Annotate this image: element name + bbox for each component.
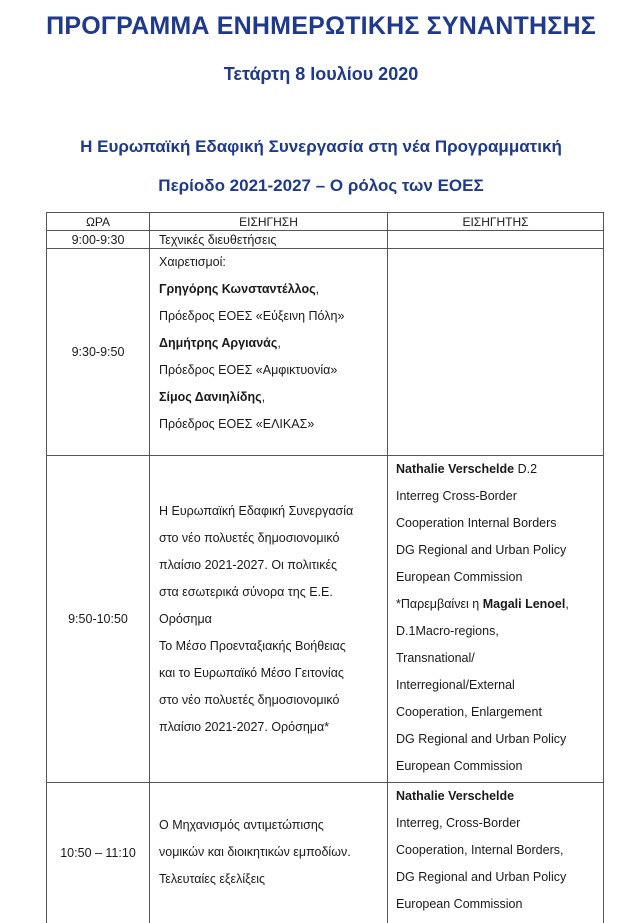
speaker-line: European Commission — [396, 570, 523, 584]
punctuation: , — [261, 390, 266, 404]
talk-line: Τεχνικές διευθετήσεις — [159, 232, 277, 247]
talk-line: Πρόεδρος ΕΟΕΣ «ΕΛΙΚΑΣ» — [159, 417, 315, 431]
speaker-line: Cooperation, Enlargement — [396, 705, 542, 719]
talk-line: στο νέο πολυετές δημοσιονομικό — [159, 692, 340, 707]
talk-line: πλαίσιο 2021-2027. Οι πολιτικές — [159, 557, 338, 572]
speaker-name: Σίμος Δανιηλίδης — [159, 390, 262, 404]
table-row — [47, 456, 604, 783]
document-title: ΠΡΟΓΡΑΜΜΑ ΕΝΗΜΕΡΩΤΙΚΗΣ ΣΥΝΑΝΤΗΣΗΣ — [46, 12, 596, 40]
table-row — [47, 249, 604, 456]
punctuation: , — [565, 597, 569, 611]
table-row — [47, 231, 604, 249]
punctuation: , — [315, 282, 320, 296]
time-cell: 9:00-9:30 — [47, 231, 150, 249]
time-cell: 9:30-9:50 — [47, 249, 150, 456]
speaker-cell — [388, 456, 604, 783]
talk-line: και το Ευρωπαϊκό Μέσο Γειτονίας — [159, 665, 344, 680]
speaker-name: Δημήτρης Αργιανάς — [159, 336, 278, 350]
speaker-line — [396, 591, 603, 618]
speaker-cell — [388, 231, 604, 249]
speaker-line — [396, 456, 603, 483]
talk-line: Η Ευρωπαϊκή Εδαφική Συνεργασία — [159, 503, 354, 518]
talk-cell — [150, 783, 388, 923]
talk-line: Ορόσημα — [159, 611, 212, 626]
punctuation: , — [277, 336, 281, 350]
speaker-line: DG Regional and Urban Policy — [396, 732, 567, 746]
time-cell: 10:50 – 11:10 — [47, 783, 150, 923]
speaker-line: Interregional/External — [396, 678, 515, 692]
talk-line — [159, 330, 387, 357]
talk-line: Ο Μηχανισμός αντιμετώπισης — [159, 818, 324, 833]
speaker-line: European Commission — [396, 759, 523, 773]
talk-line: Το Μέσο Προενταξιακής Βοήθειας — [159, 638, 346, 653]
time-cell: 9:50-10:50 — [47, 456, 150, 783]
speaker-line: European Commission — [396, 897, 523, 911]
speaker-line: DG Regional and Urban Policy — [396, 870, 567, 884]
talk-line: στο νέο πολυετές δημοσιονομικό — [159, 530, 340, 545]
talk-line: Πρόεδρος ΕΟΕΣ «Εύξεινη Πόλη» — [159, 309, 345, 323]
table-row — [47, 783, 604, 923]
speaker-name: Magali Lenoel — [482, 597, 566, 611]
speaker-name: Nathalie Verschelde — [396, 789, 515, 803]
talk-line: νομικών και διοικητικών εμποδίων. — [159, 845, 351, 860]
speaker-line: D.1Macro-regions, — [396, 624, 499, 638]
speaker-cell — [388, 783, 604, 923]
speaker-cell — [388, 249, 604, 456]
column-header-talk: ΕΙΣΗΓΗΣΗ — [150, 213, 388, 231]
table-header-row — [47, 213, 604, 231]
speaker-line: Cooperation Internal Borders — [396, 516, 557, 530]
speaker-name: Nathalie Verschelde — [396, 462, 515, 476]
talk-line: Χαιρετισμοί: — [159, 255, 226, 269]
talk-cell — [150, 456, 388, 783]
speaker-line: DG Regional and Urban Policy — [396, 543, 567, 557]
column-header-time: ΩΡΑ — [47, 213, 150, 231]
talk-line: Τελευταίες εξελίξεις — [159, 872, 266, 887]
intervention-note: *Παρεμβαίνει η — [396, 597, 483, 611]
talk-cell — [150, 249, 388, 456]
talk-line — [159, 384, 387, 411]
talk-cell — [150, 231, 388, 249]
talk-line: Πρόεδρος ΕΟΕΣ «Αμφικτυονία» — [159, 363, 338, 377]
talk-line: στα εσωτερικά σύνορα της Ε.Ε. — [159, 584, 333, 599]
speaker-unit: D.2 — [514, 462, 538, 476]
speaker-line: Interreg Cross-Border — [396, 489, 517, 503]
subtitle-line-1: Η Ευρωπαϊκή Εδαφική Συνεργασία στη νέα Προγραμματική — [80, 137, 562, 156]
subtitle-line-2: Περίοδο 2021-2027 – Ο ρόλος των ΕΟΕΣ — [158, 176, 484, 195]
speaker-name: Γρηγόρης Κωνσταντέλλος — [159, 282, 316, 296]
speaker-line: Interreg, Cross-Border — [396, 816, 521, 830]
meeting-date: Τετάρτη 8 Ιουλίου 2020 — [223, 64, 419, 84]
talk-line: πλαίσιο 2021-2027. Ορόσημα* — [159, 719, 330, 734]
talk-line — [159, 276, 387, 303]
column-header-speaker: ΕΙΣΗΓΗΤΗΣ — [388, 213, 604, 231]
program-table — [46, 212, 604, 923]
speaker-line — [396, 783, 603, 810]
speaker-line: Cooperation, Internal Borders, — [396, 843, 564, 857]
speaker-line: Transnational/ — [396, 651, 475, 665]
